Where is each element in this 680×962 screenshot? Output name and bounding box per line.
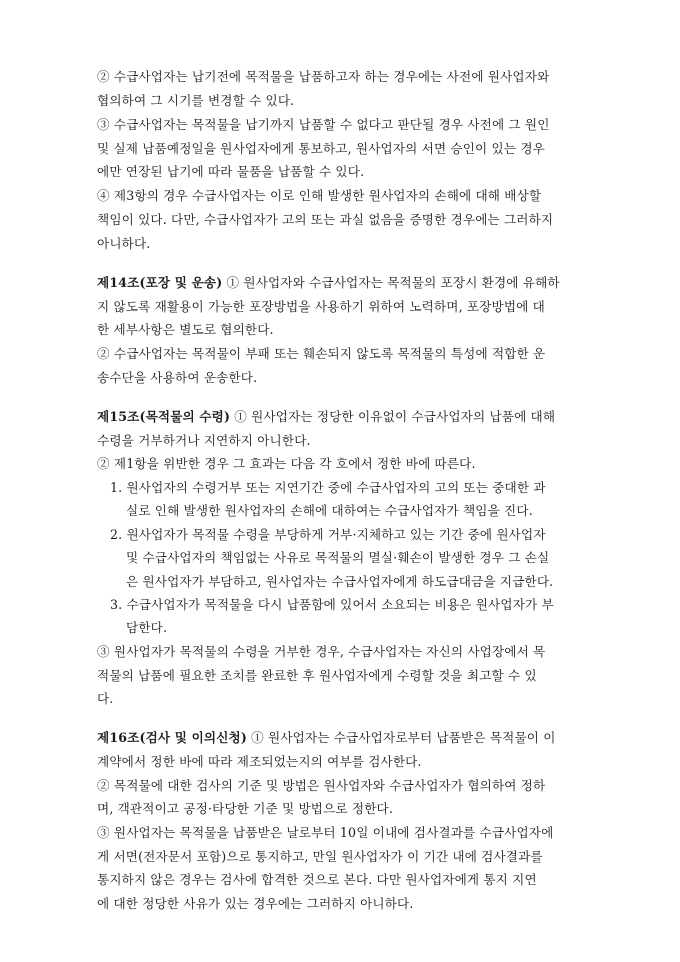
list-item-line: 은 원사업자가 부담하고, 원사업자는 수급사업자에게 하도급대금을 지급한다.: [126, 574, 554, 589]
paragraph-line: 통지하지 않은 경우는 검사에 합격한 것으로 본다. 다만 원사업자에게 통지 지연: [97, 872, 537, 887]
paragraph-line: ② 제1항을 위반한 경우 그 효과는 다음 각 호에서 정한 바에 따른다.: [97, 456, 476, 471]
article-heading: 제14조(포장 및 운송): [97, 275, 223, 290]
paragraph-line: 아니하다.: [97, 236, 151, 251]
paragraph-line: 며, 객관적이고 공정·타당한 기준 및 방법으로 정한다.: [97, 801, 394, 816]
paragraph-line: 적물의 납품에 필요한 조치를 완료한 후 원사업자에게 수령할 것을 최고할 수 있: [97, 668, 537, 683]
paragraph-line: ② 수급사업자는 납기전에 목적물을 납품하고자 하는 경우에는 사전에 원사업자와: [97, 69, 550, 84]
article-heading: 제16조(검사 및 이의신청): [97, 730, 247, 745]
paragraph-line: ② 수급사업자는 목적물이 부패 또는 훼손되지 않도록 목적물의 특성에 적합한 운: [97, 346, 546, 361]
paragraph-line: 계약에서 정한 바에 따라 제조되었는지의 여부를 검사한다.: [97, 754, 422, 769]
article-heading: 제15조(목적물의 수령): [97, 409, 231, 424]
paragraph-text: ① 원사업자는 정당한 이유없이 수급사업자의 납품에 대해: [234, 409, 556, 424]
article-14-first-line: [97, 272, 560, 291]
paragraph-text: ① 원사업자와 수급사업자는 목적물의 포장시 환경에 유해하: [226, 275, 560, 290]
list-item-line: 1. 원사업자의 수령거부 또는 지연기간 중에 수급사업자의 고의 또는 중대한 과: [110, 480, 546, 495]
paragraph-line: 게 서면(전자문서 포함)으로 통지하고, 만일 원사업자가 이 기간 내에 검사결과를: [97, 849, 543, 864]
article-16-first-line: [97, 727, 556, 746]
paragraph-line: 및 실제 납품예정일을 원사업자에게 통보하고, 원사업자의 서면 승인이 있는 경우: [97, 141, 545, 156]
paragraph-line: ③ 수급사업자는 목적물을 납기까지 납품할 수 없다고 판단될 경우 사전에 그 원인: [97, 117, 550, 132]
paragraph-line: ② 목적물에 대한 검사의 기준 및 방법은 원사업자와 수급사업자가 협의하여 정하: [97, 778, 546, 793]
paragraph-line: 협의하여 그 시기를 변경할 수 있다.: [97, 93, 295, 108]
paragraph-line: 송수단을 사용하여 운송한다.: [97, 370, 258, 385]
paragraph-line: 에 대한 정당한 사유가 있는 경우에는 그러하지 아니하다.: [97, 896, 414, 911]
paragraph-line: 다.: [97, 691, 114, 706]
list-item-line: 2. 원사업자가 목적물 수령을 부당하게 거부·지체하고 있는 기간 중에 원사업자: [110, 527, 546, 542]
paragraph-text: ① 원사업자는 수급사업자로부터 납품받은 목적물이 이: [251, 730, 556, 745]
article-15-first-line: [97, 406, 555, 425]
paragraph-line: 지 않도록 재활용이 가능한 포장방법을 사용하기 위하여 노력하며, 포장방법에 대: [97, 299, 545, 314]
list-item-line: 및 수급사업자의 책임없는 사유로 목적물의 멸실·훼손이 발생한 경우 그 손실: [126, 550, 550, 565]
paragraph-line: 책임이 있다. 다만, 수급사업자가 고의 또는 과실 없음을 증명한 경우에는 그러하지: [97, 212, 554, 227]
paragraph-line: 에만 연장된 납기에 따라 물품을 납품할 수 있다.: [97, 164, 365, 179]
paragraph-line: 한 세부사항은 별도로 협의한다.: [97, 322, 274, 337]
paragraph-line: ④ 제3항의 경우 수급사업자는 이로 인해 발생한 원사업자의 손해에 대해 배상할: [97, 188, 542, 203]
paragraph-line: ③ 원사업자는 목적물을 납품받은 날로부터 10일 이내에 검사결과를 수급사업자에: [97, 825, 554, 840]
paragraph-line: ③ 원사업자가 목적물의 수령을 거부한 경우, 수급사업자는 자신의 사업장에서 목: [97, 644, 546, 659]
list-item-line: 담한다.: [126, 620, 168, 635]
list-item-line: 3. 수급사업자가 목적물을 다시 납품함에 있어서 소요되는 비용은 원사업자가 부: [110, 597, 554, 612]
list-item-line: 실로 인해 발생한 원사업자의 손해에 대하여는 수급사업자가 책임을 진다.: [126, 503, 533, 518]
paragraph-line: 수령을 거부하거나 지연하지 아니한다.: [97, 433, 311, 448]
